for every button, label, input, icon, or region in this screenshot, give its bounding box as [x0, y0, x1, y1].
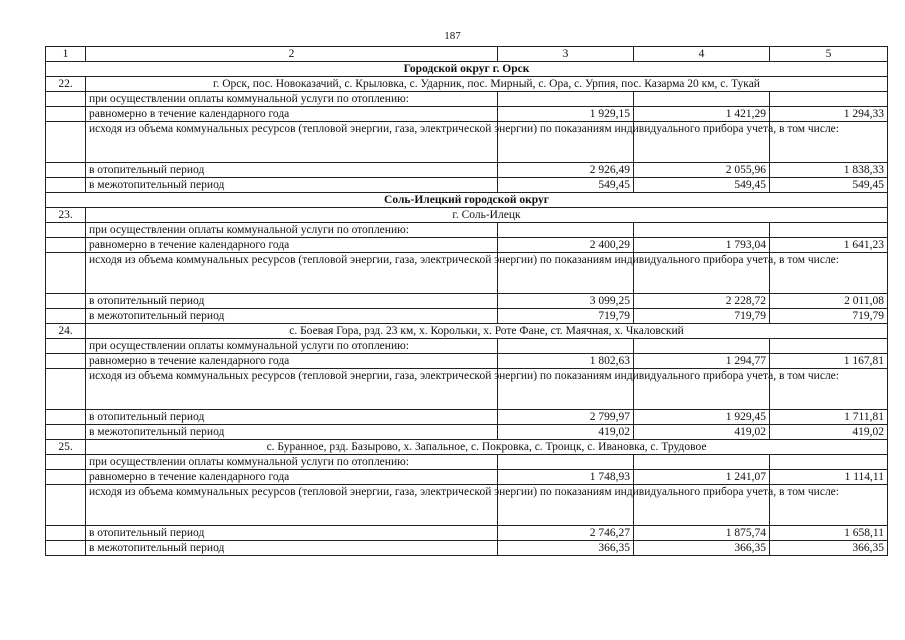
- uniform-value-3: 1 802,63: [498, 354, 634, 369]
- region-row: [46, 62, 888, 77]
- offseason-value-3: 366,35: [498, 541, 634, 556]
- offseason-value-5: 419,02: [770, 425, 888, 440]
- offseason-value-5: 366,35: [770, 541, 888, 556]
- heating-value-4: 1 875,74: [634, 526, 770, 541]
- offseason-label: в межотопительный период: [86, 309, 498, 324]
- region-row: [46, 193, 888, 208]
- offseason-row: [46, 178, 888, 193]
- locality-name: г. Соль-Илецк: [86, 208, 888, 223]
- uniform-value-5: 1 114,11: [770, 470, 888, 485]
- uniform-label: равномерно в течение календарного года: [86, 107, 498, 122]
- intro-row: [46, 92, 888, 107]
- heating-label: в отопительный период: [86, 526, 498, 541]
- heating-value-5: 1 838,33: [770, 163, 888, 178]
- uniform-value-5: 1 167,81: [770, 354, 888, 369]
- header-col-1: 1: [46, 47, 86, 62]
- heating-value-3: 2 926,49: [498, 163, 634, 178]
- region-title: Соль-Илецкий городской округ: [46, 193, 888, 208]
- offseason-label: в межотопительный период: [86, 178, 498, 193]
- uniform-value-4: 1 294,77: [634, 354, 770, 369]
- uniform-label: равномерно в течение календарного года: [86, 470, 498, 485]
- heating-value-3: 2 799,97: [498, 410, 634, 425]
- locality-name: г. Орск, пос. Новоказачий, с. Крыловка, с. Ударник, пос. Мирный, с. Ора, с. Урпия, пос. Казарма 20 км, с. Тукай: [86, 77, 888, 92]
- region-title: Городской округ г. Орск: [46, 62, 888, 77]
- offseason-value-5: 719,79: [770, 309, 888, 324]
- entry-number: 22.: [46, 77, 86, 92]
- locality-row: [46, 77, 888, 92]
- basis-row: [46, 369, 888, 410]
- offseason-value-4: 549,45: [634, 178, 770, 193]
- heating-label: в отопительный период: [86, 410, 498, 425]
- heating-value-3: 3 099,25: [498, 294, 634, 309]
- basis-row: [46, 485, 888, 526]
- intro-row: [46, 455, 888, 470]
- offseason-value-4: 366,35: [634, 541, 770, 556]
- intro-text: при осуществлении оплаты коммунальной услуги по отоплению:: [86, 339, 498, 354]
- uniform-value-5: 1 294,33: [770, 107, 888, 122]
- entry-number: 25.: [46, 440, 86, 455]
- heating-value-4: 1 929,45: [634, 410, 770, 425]
- uniform-row: [46, 354, 888, 369]
- offseason-label: в межотопительный период: [86, 425, 498, 440]
- uniform-value-3: 1 929,15: [498, 107, 634, 122]
- offseason-row: [46, 425, 888, 440]
- header-col-5: 5: [770, 47, 888, 62]
- basis-text: исходя из объема коммунальных ресурсов (тепловой энергии, газа, электрической энергии) по показаниям индивидуального прибора учета, в том числе:: [86, 485, 498, 526]
- uniform-row: [46, 238, 888, 253]
- basis-row: [46, 253, 888, 294]
- offseason-label: в межотопительный период: [86, 541, 498, 556]
- offseason-value-4: 719,79: [634, 309, 770, 324]
- heating-value-4: 2 228,72: [634, 294, 770, 309]
- uniform-value-3: 2 400,29: [498, 238, 634, 253]
- basis-text: исходя из объема коммунальных ресурсов (тепловой энергии, газа, электрической энергии) по показаниям индивидуального прибора учета, в том числе:: [86, 122, 498, 163]
- basis-text: исходя из объема коммунальных ресурсов (тепловой энергии, газа, электрической энергии) по показаниям индивидуального прибора учета, в том числе:: [86, 253, 498, 294]
- offseason-value-3: 719,79: [498, 309, 634, 324]
- header-col-4: 4: [634, 47, 770, 62]
- uniform-row: [46, 107, 888, 122]
- intro-row: [46, 223, 888, 238]
- basis-row: [46, 122, 888, 163]
- heating-value-5: 1 711,81: [770, 410, 888, 425]
- heating-value-5: 2 011,08: [770, 294, 888, 309]
- offseason-value-3: 419,02: [498, 425, 634, 440]
- heating-value-4: 2 055,96: [634, 163, 770, 178]
- locality-name: с. Боевая Гора, рзд. 23 км, х. Корольки, х. Роте Фане, ст. Маячная, х. Чкаловский: [86, 324, 888, 339]
- header-col-2: 2: [86, 47, 498, 62]
- heating-row: [46, 410, 888, 425]
- uniform-value-4: 1 421,29: [634, 107, 770, 122]
- intro-text: при осуществлении оплаты коммунальной услуги по отоплению:: [86, 92, 498, 107]
- heating-row: [46, 294, 888, 309]
- entry-number: 23.: [46, 208, 86, 223]
- entry-number: 24.: [46, 324, 86, 339]
- locality-row: [46, 440, 888, 455]
- heating-value-5: 1 658,11: [770, 526, 888, 541]
- offseason-value-4: 419,02: [634, 425, 770, 440]
- offseason-value-3: 549,45: [498, 178, 634, 193]
- intro-text: при осуществлении оплаты коммунальной услуги по отоплению:: [86, 455, 498, 470]
- intro-text: при осуществлении оплаты коммунальной услуги по отоплению:: [86, 223, 498, 238]
- locality-row: [46, 208, 888, 223]
- offseason-value-5: 549,45: [770, 178, 888, 193]
- heating-row: [46, 526, 888, 541]
- page-number: 187: [444, 30, 461, 42]
- uniform-label: равномерно в течение календарного года: [86, 354, 498, 369]
- uniform-value-5: 1 641,23: [770, 238, 888, 253]
- offseason-row: [46, 309, 888, 324]
- heating-row: [46, 163, 888, 178]
- tariff-table: [45, 46, 888, 556]
- uniform-label: равномерно в течение календарного года: [86, 238, 498, 253]
- header-col-3: 3: [498, 47, 634, 62]
- basis-text: исходя из объема коммунальных ресурсов (тепловой энергии, газа, электрической энергии) по показаниям индивидуального прибора учета, в том числе:: [86, 369, 498, 410]
- intro-row: [46, 339, 888, 354]
- uniform-value-4: 1 241,07: [634, 470, 770, 485]
- uniform-value-3: 1 748,93: [498, 470, 634, 485]
- offseason-row: [46, 541, 888, 556]
- heating-value-3: 2 746,27: [498, 526, 634, 541]
- uniform-row: [46, 470, 888, 485]
- locality-name: с. Буранное, рзд. Базырово, х. Запальное, с. Покровка, с. Троицк, с. Ивановка, с. Трудовое: [86, 440, 888, 455]
- header-row: [46, 47, 888, 62]
- uniform-value-4: 1 793,04: [634, 238, 770, 253]
- heating-label: в отопительный период: [86, 163, 498, 178]
- heating-label: в отопительный период: [86, 294, 498, 309]
